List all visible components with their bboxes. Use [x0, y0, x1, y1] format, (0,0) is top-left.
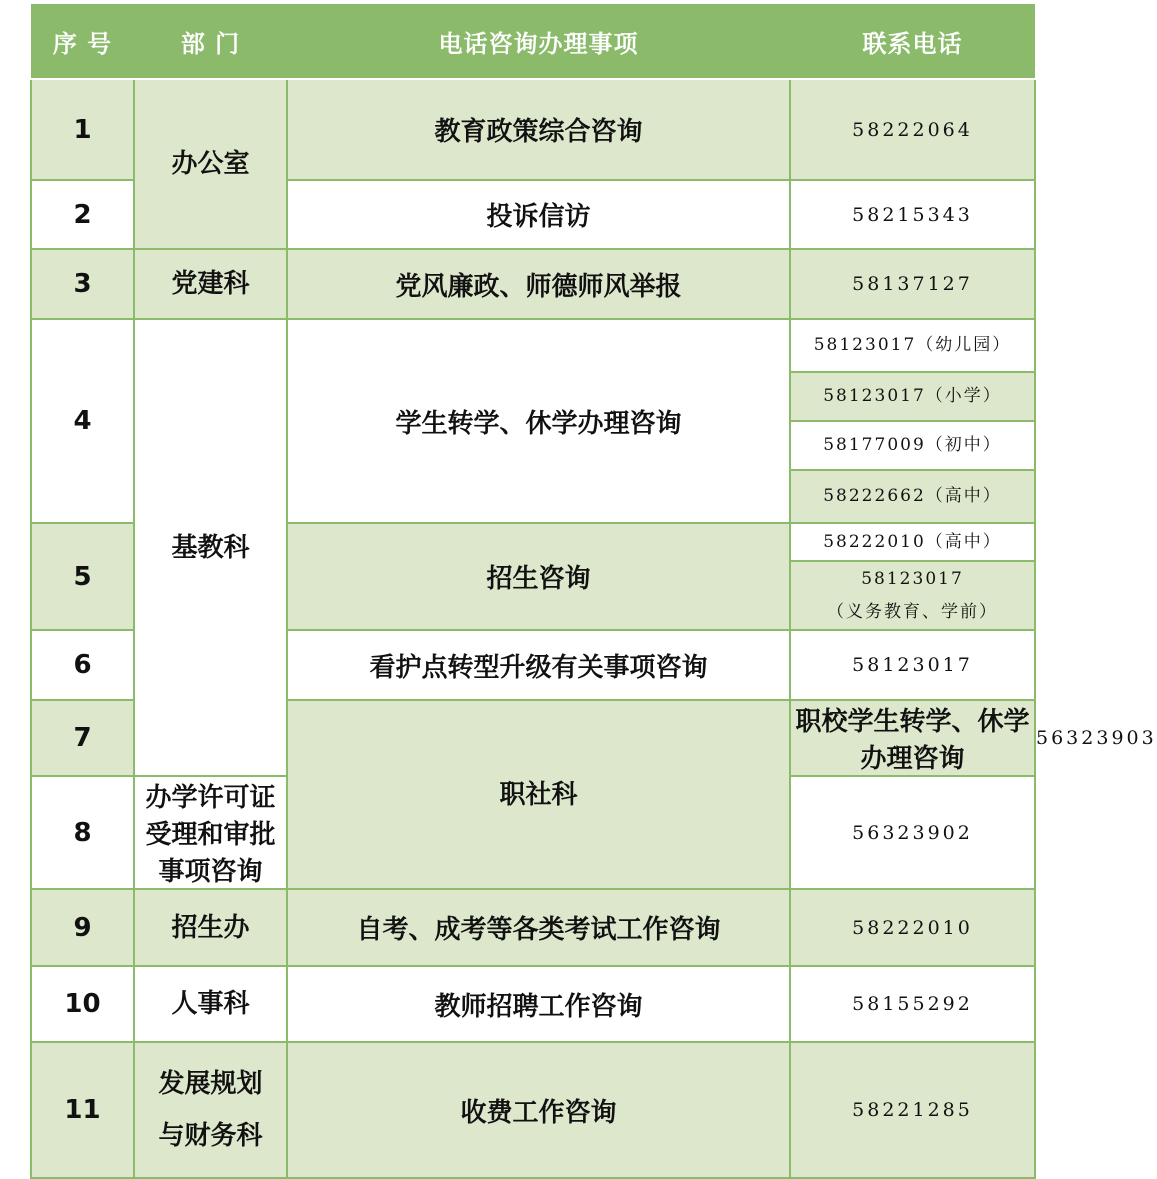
phone-cell: 58177009（初中）: [790, 421, 1035, 470]
dept-cell-vocational: 职社科: [287, 700, 790, 889]
table-row: 7 职社科 职校学生转学、休学办理咨询 56323903: [31, 700, 1035, 776]
table-row: [31, 319, 1035, 372]
phone-cell: 58222010（高中）: [790, 523, 1035, 561]
seq-cell: 9: [31, 889, 134, 966]
table-row: [31, 79, 1035, 180]
phone-number: 58123017: [861, 568, 964, 589]
dept-cell-basic-edu: 基教科: [134, 319, 287, 776]
phone-cell: 58222662（高中）: [790, 470, 1035, 523]
phone-cell: 58123017: [790, 630, 1035, 700]
dept-line: 发展规划: [158, 1069, 263, 1099]
table-header-row: [31, 4, 1035, 79]
phone-cell: 58155292: [790, 966, 1035, 1042]
dept-cell-office: 办公室: [134, 79, 287, 249]
phone-cell: 56323902: [790, 776, 1035, 889]
item-cell: 职校学生转学、休学办理咨询: [790, 700, 1035, 776]
header-dept: 部 门: [134, 4, 287, 79]
phone-cell: 58222010: [790, 889, 1035, 966]
phone-note: （义务教育、学前）: [827, 601, 998, 622]
dept-line: 与财务科: [158, 1121, 263, 1151]
table-row: [31, 966, 1035, 1042]
item-cell: 投诉信访: [287, 180, 790, 249]
phone-cell: [790, 561, 1035, 630]
phone-cell: 58123017（小学）: [790, 372, 1035, 421]
item-cell: 学生转学、休学办理咨询: [287, 319, 790, 523]
item-cell: 看护点转型升级有关事项咨询: [287, 630, 790, 700]
seq-cell: 10: [31, 966, 134, 1042]
header-item: 电话咨询办理事项: [287, 4, 790, 79]
phone-cell: 58222064: [790, 79, 1035, 180]
contact-table-page: [30, 4, 1157, 1151]
seq-cell: 11: [31, 1042, 134, 1178]
item-cell: 教育政策综合咨询: [287, 79, 790, 180]
seq-cell: 2: [31, 180, 134, 249]
phone-cell: 58137127: [790, 249, 1035, 319]
seq-cell: 1: [31, 79, 134, 180]
seq-cell: 6: [31, 630, 134, 700]
table-row: [31, 889, 1035, 966]
item-cell: 教师招聘工作咨询: [287, 966, 790, 1042]
header-seq: 序 号: [31, 4, 134, 79]
seq-cell: 4: [31, 319, 134, 523]
phone-cell: 58215343: [790, 180, 1035, 249]
dept-cell: 党建科: [134, 249, 287, 319]
dept-cell: 人事科: [134, 966, 287, 1042]
seq-cell: 3: [31, 249, 134, 319]
seq-cell: 8: [31, 776, 134, 889]
item-cell: 党风廉政、师德师风举报: [287, 249, 790, 319]
item-cell: 自考、成考等各类考试工作咨询: [287, 889, 790, 966]
table-row: [31, 249, 1035, 319]
item-cell: 招生咨询: [287, 523, 790, 630]
dept-cell: [134, 1042, 287, 1178]
dept-cell: 招生办: [134, 889, 287, 966]
item-cell: 办学许可证受理和审批事项咨询: [134, 776, 287, 889]
seq-cell: 5: [31, 523, 134, 630]
seq-cell: 7: [31, 700, 134, 776]
item-cell: 收费工作咨询: [287, 1042, 790, 1178]
phone-cell: 58123017（幼儿园）: [790, 319, 1035, 372]
header-phone: 联系电话: [790, 4, 1035, 79]
phone-cell: 58221285: [790, 1042, 1035, 1178]
table-row: [31, 1042, 1035, 1178]
consultation-phone-table: [30, 4, 1157, 1179]
